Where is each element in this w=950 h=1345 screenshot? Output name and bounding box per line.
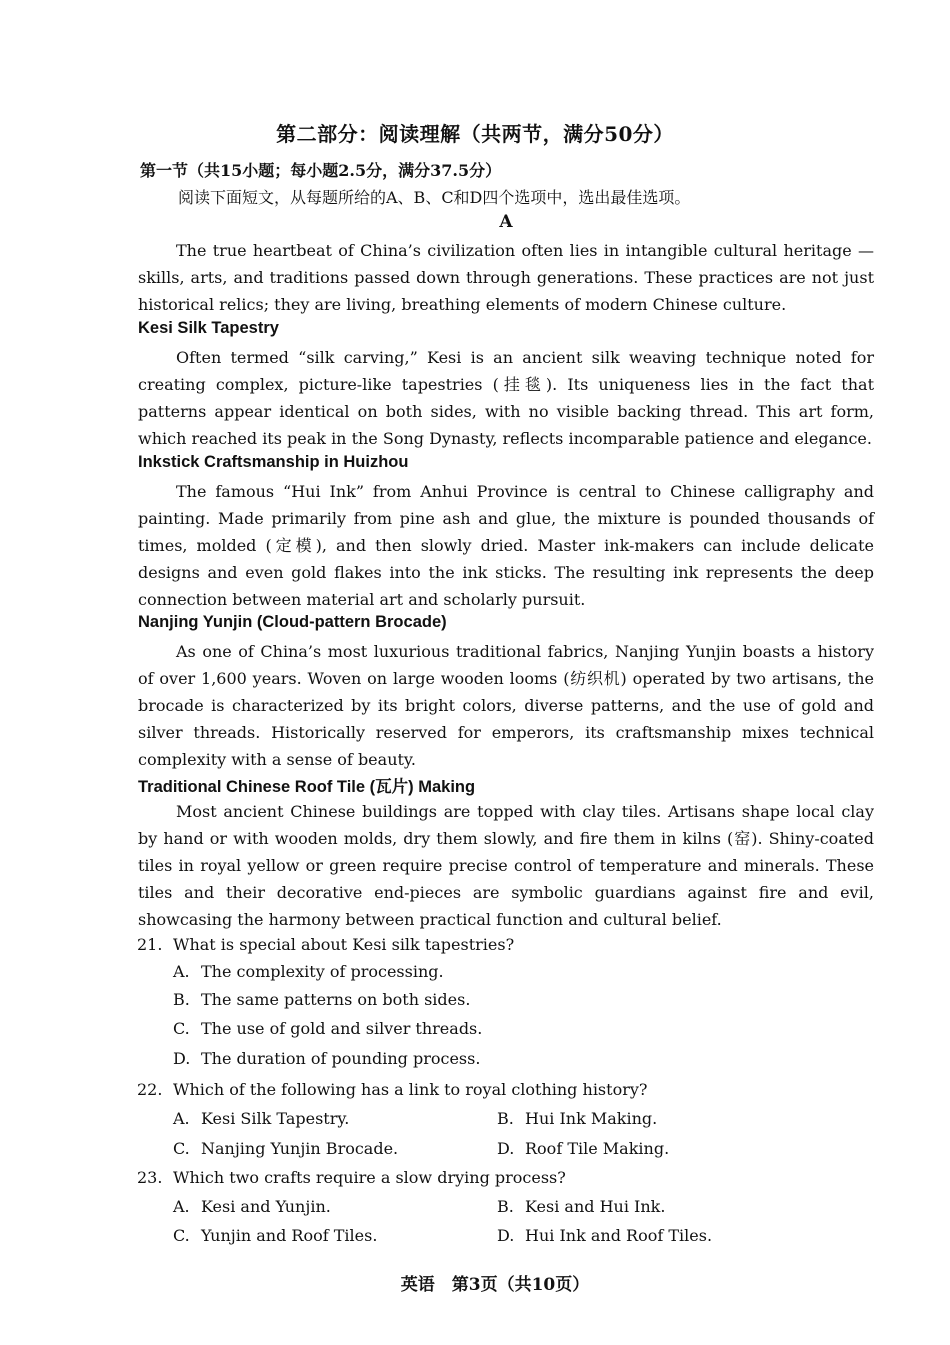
instructions: 阅读下面短文，从每题所给的A、B、C和D四个选项中，选出最佳选项。 [178, 188, 691, 207]
option-text: Yunjin and Roof Tiles. [201, 1226, 378, 1245]
option-text: Hui Ink Making. [525, 1109, 658, 1128]
section-text-kesi: Often termed “silk carving,” Kesi is an ancient silk weaving technique noted for creating complex, picture-like tapestries (挂毯). Its uniqueness lies in the fact that patterns appear identical on both sides, with no visible backing thread. This art form, which reached its peak in the Song Dynasty, reflects incomparable patience and elegance. [138, 348, 874, 448]
option-text: Hui Ink and Roof Tiles. [525, 1226, 713, 1245]
part-title: 第二部分：阅读理解（共两节，满分50分） [276, 122, 674, 146]
q21-option-b[interactable] [173, 990, 470, 1009]
question-stem: Which two crafts require a slow drying process? [173, 1168, 566, 1187]
option-letter: C. [173, 1226, 190, 1245]
option-text: Kesi Silk Tapestry. [201, 1109, 350, 1128]
option-letter: C. [173, 1139, 190, 1158]
question-number: 22. [137, 1080, 163, 1099]
section-text-roof-tile: Most ancient Chinese buildings are topped with clay tiles. Artisans shape local clay by hand or with wooden molds, dry them slowly, and fire them in kilns (窑). Shiny-coated tiles in royal yellow or green require precise control of temperature and minerals. These tiles and their decorative end-pieces are symbolic guardians against fire and evil, showcasing the harmony between practical function and cultural belief. [138, 802, 874, 929]
option-letter: B. [173, 990, 190, 1009]
question-stem: Which of the following has a link to royal clothing history? [173, 1080, 648, 1099]
question-number: 21. [137, 935, 163, 954]
question-stem: What is special about Kesi silk tapestries? [173, 935, 515, 954]
option-text: The use of gold and silver threads. [201, 1019, 483, 1038]
q23-option-a[interactable] [173, 1197, 331, 1216]
section-heading-yunjin: Nanjing Yunjin (Cloud-pattern Brocade) [138, 613, 447, 631]
q23-option-c[interactable] [173, 1226, 377, 1245]
q23-option-d[interactable] [497, 1226, 712, 1245]
option-letter: A. [173, 1197, 190, 1216]
q22-option-d[interactable] [497, 1139, 669, 1158]
question-21 [137, 935, 514, 954]
option-text: Kesi and Hui Ink. [525, 1197, 666, 1216]
option-letter: B. [497, 1109, 514, 1128]
section-heading-kesi: Kesi Silk Tapestry [138, 319, 279, 337]
section-text-inkstick: The famous “Hui Ink” from Anhui Province is central to Chinese calligraphy and painting. Made primarily from pine ash and glue, the mixture is pounded thousands of times, molded (定模), and then slowly dried. Master ink-makers can include delicate designs and even gold flakes into the ink sticks. The resulting ink represents the deep connection between material art and scholarly pursuit. [138, 482, 874, 609]
q22-option-a[interactable] [173, 1109, 349, 1128]
q21-option-a[interactable] [173, 962, 444, 981]
option-text: The duration of pounding process. [201, 1049, 481, 1068]
option-letter: B. [497, 1197, 514, 1216]
q21-option-c[interactable] [173, 1019, 482, 1038]
section-title: 第一节（共15小题；每小题2.5分，满分37.5分） [140, 161, 502, 180]
passage-intro: The true heartbeat of China’s civilization often lies in intangible cultural heritage — skills, arts, and traditions passed down through generations. These practices are not just historical relics; they are living, breathing elements of modern Chinese culture. [138, 241, 874, 314]
option-letter: D. [173, 1049, 191, 1068]
q22-option-b[interactable] [497, 1109, 657, 1128]
option-text: Kesi and Yunjin. [201, 1197, 331, 1216]
section-heading-inkstick: Inkstick Craftsmanship in Huizhou [138, 453, 409, 471]
section-text-yunjin: As one of China’s most luxurious traditional fabrics, Nanjing Yunjin boasts a history of over 1,600 years. Woven on large wooden looms (纺织机) operated by two artisans, the brocade is characterized by its bright colors, diverse patterns, and the use of gold and silver threads. Historically reserved for emperors, its craftsmanship mixes technical complexity with a sense of beauty. [138, 642, 874, 769]
question-22 [137, 1080, 647, 1099]
option-letter: D. [497, 1226, 515, 1245]
q21-option-d[interactable] [173, 1049, 480, 1068]
page-footer: 英语 第3页（共10页） [400, 1275, 590, 1295]
question-number: 23. [137, 1168, 163, 1187]
option-text: Nanjing Yunjin Brocade. [201, 1139, 399, 1158]
option-letter: A. [173, 962, 190, 981]
section-heading-roof-tile: Traditional Chinese Roof Tile (瓦片) Making [138, 778, 476, 796]
passage-letter: A [499, 212, 513, 232]
question-23 [137, 1168, 566, 1187]
q23-option-b[interactable] [497, 1197, 665, 1216]
option-text: Roof Tile Making. [525, 1139, 670, 1158]
option-text: The same patterns on both sides. [201, 990, 471, 1009]
option-text: The complexity of processing. [201, 962, 444, 981]
option-letter: C. [173, 1019, 190, 1038]
option-letter: D. [497, 1139, 515, 1158]
option-letter: A. [173, 1109, 190, 1128]
q22-option-c[interactable] [173, 1139, 398, 1158]
